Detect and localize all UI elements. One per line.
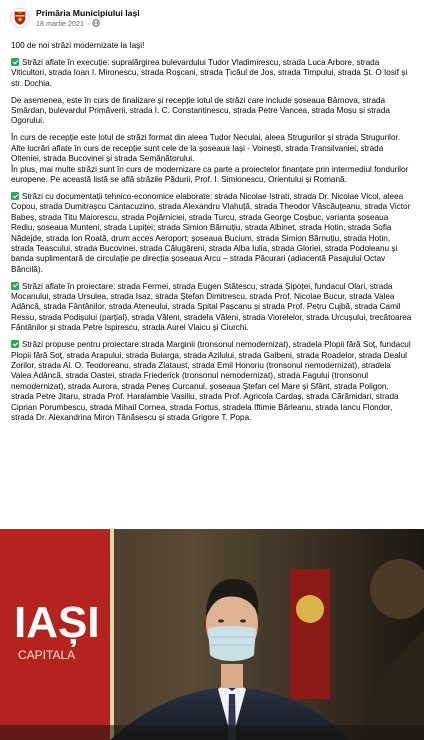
paragraph-documentation	[11, 192, 413, 275]
paragraph-text: În curs de recepție este lotul de străzi format din aleea Tudor Neculai, aleea Strugurilor și strada Strugurilor. Alte lucrări aflate în curs de recepție sunt cele de la șoseaua Iași - Voinești, strada Transilvaniei, strada Olteniei, strada Bucovinei și strada Semănătorului.	[11, 133, 401, 164]
banner-subtext: CAPITALA	[18, 648, 76, 662]
post-header	[0, 0, 424, 30]
paragraph-finalization: De asemenea, este în curs de finalizare și recepție lotul de străzi care include șoseaua Bârnova, strada Smârdan, bulevardul Primăverii, strada I. C. Constantinescu, strada Petre Vancea, strada Moșu și strada Ogorului.	[11, 95, 390, 126]
paragraph-text: Străzi cu documentații tehnico-economice elaborate: strada Nicolae Istrati, strada Dr. Nicolae Vicol, aleea Copou, strada Dumitrașcu Cantacuzino, strada Alexandru Vlahuță, strada Theodor Văscăuțeanu, strada Victor Babeș, strada Titu Maiorescu, strada Pojărniciei, strada Turcu, strada George Coșbuc, varianta șoseaua Rediu, șoseaua Munteni, strada Lupiței; strada Simion Bărnuțiu, strada Albinet, strada Hotin, strada Sofia Nădejde, strada Ion Roată, drum acces Aeroport; șoseaua Bucium, strada Simion Bărnuțiu, strada Hotin, strada Teascului, strada Bucovinei, strada Călugăreni, strada Alba Iulia, strada Gloriei, strada Podoleanu și banda suplimentară de circulație pe direcția șoseaua Arcu – strada Păcurari (adiacentă Pasajului Octav Băncilă).	[11, 191, 411, 274]
globe-icon	[92, 19, 100, 27]
press-conference-image	[0, 529, 424, 740]
banner-text: IAȘI	[14, 598, 100, 647]
paragraph-proposed	[11, 340, 413, 423]
meta-separator: ·	[86, 18, 90, 28]
paragraph-text: Străzi aflate în proiectare: strada Fermei, strada Eugen Stătescu, strada Șipoței, fundacul Olari, strada Mocanului, strada Ursulea, strada Isaz, strada Ștefan Dimitrescu, strada Prof. Nicolae Bucur, strada Valea Adâncă, strada Fântânilor, strada Ateneului, strada Spital Pașcanu și strada Prof. Petru Cujbă, strada Camil Ressu, strada Podișului (parțial), strada Văleni, stradela Văleni, strada Viorelelor, strada Urcușului, trecătoarea Fântânilor și strada Petre Ispirescu, strada Aurel Vlaicu și Ciurchi.	[11, 281, 412, 333]
post-photo[interactable]	[0, 529, 424, 740]
paragraph-in-execution	[11, 58, 413, 89]
post-headline: 100 de noi străzi modernizate la Iași!	[11, 41, 145, 50]
crest-logo-icon	[12, 10, 28, 26]
paragraph-design	[11, 282, 413, 334]
paragraph-text: În plus, mai multe străzi sunt în curs de modernizare ca parte a proiectelor finanțate prin intermediul fondurilor europene. Pe această listă se află străzile Pădurii, Prof. I. Simionescu, Orientului și Romană.	[11, 164, 409, 184]
paragraph-text: Străzi aflate în execuție: supralărgirea bulevardului Tudor Vladimirescu, strada Luca Arbore, strada Viticultori, strada Ioan I. Mironescu, strada Roșcani, strada Țicăul de Jos, strada Timpului, strada Șt. O Iosif și str. Dochia.	[11, 57, 408, 88]
paragraph-text: Străzi propuse pentru proiectare:strada Marginii (tronsonul nemodernizat), stradela Plopii fără Soț, fundacul Plopii fără Soț, strada Arapului, strada Bulargа, strada Azilului, strada Galbeni, strada Roadelor, strada Dealul Zorilor, strada Al. O. Teodoreanu, strada Zlataust, strada Emil Honoriu (tronsonul nemodernizat), stradela Valea Adâncă, strada Oastei, strada Friederick (tronsonul nemodernizat), strada Fagului (tronsonul nemodernizat), strada Aurora, strada Peneș Curcanul, șoseaua Ștefan cel Mare și Sfânt, strada Poligon, strada Petre Jitaru, strada Prof. Haralambie Vasiliu, strada Prof. Agricola Cardaș, strada Cărămidari, strada Ciprian Porumbescu, strada Mihail Cornea, strada Fortus, stradela Iftimie Bârleanu, strada Iancu Flondor, strada Dr. Alexandrina Miron Tănăsescu și strada Grigore T. Popa.	[11, 340, 411, 422]
check-mark-icon	[11, 192, 19, 200]
post-date-link[interactable]: 18 martie 2021	[36, 18, 84, 28]
page-name-link[interactable]: Primăria Municipiului Iași	[36, 7, 140, 18]
paragraph-reception	[11, 133, 413, 185]
post-body	[0, 30, 424, 423]
check-mark-icon	[11, 58, 19, 66]
post-meta	[36, 19, 140, 28]
check-mark-icon	[11, 340, 19, 348]
check-mark-icon	[11, 282, 19, 290]
page-avatar[interactable]	[10, 8, 30, 28]
